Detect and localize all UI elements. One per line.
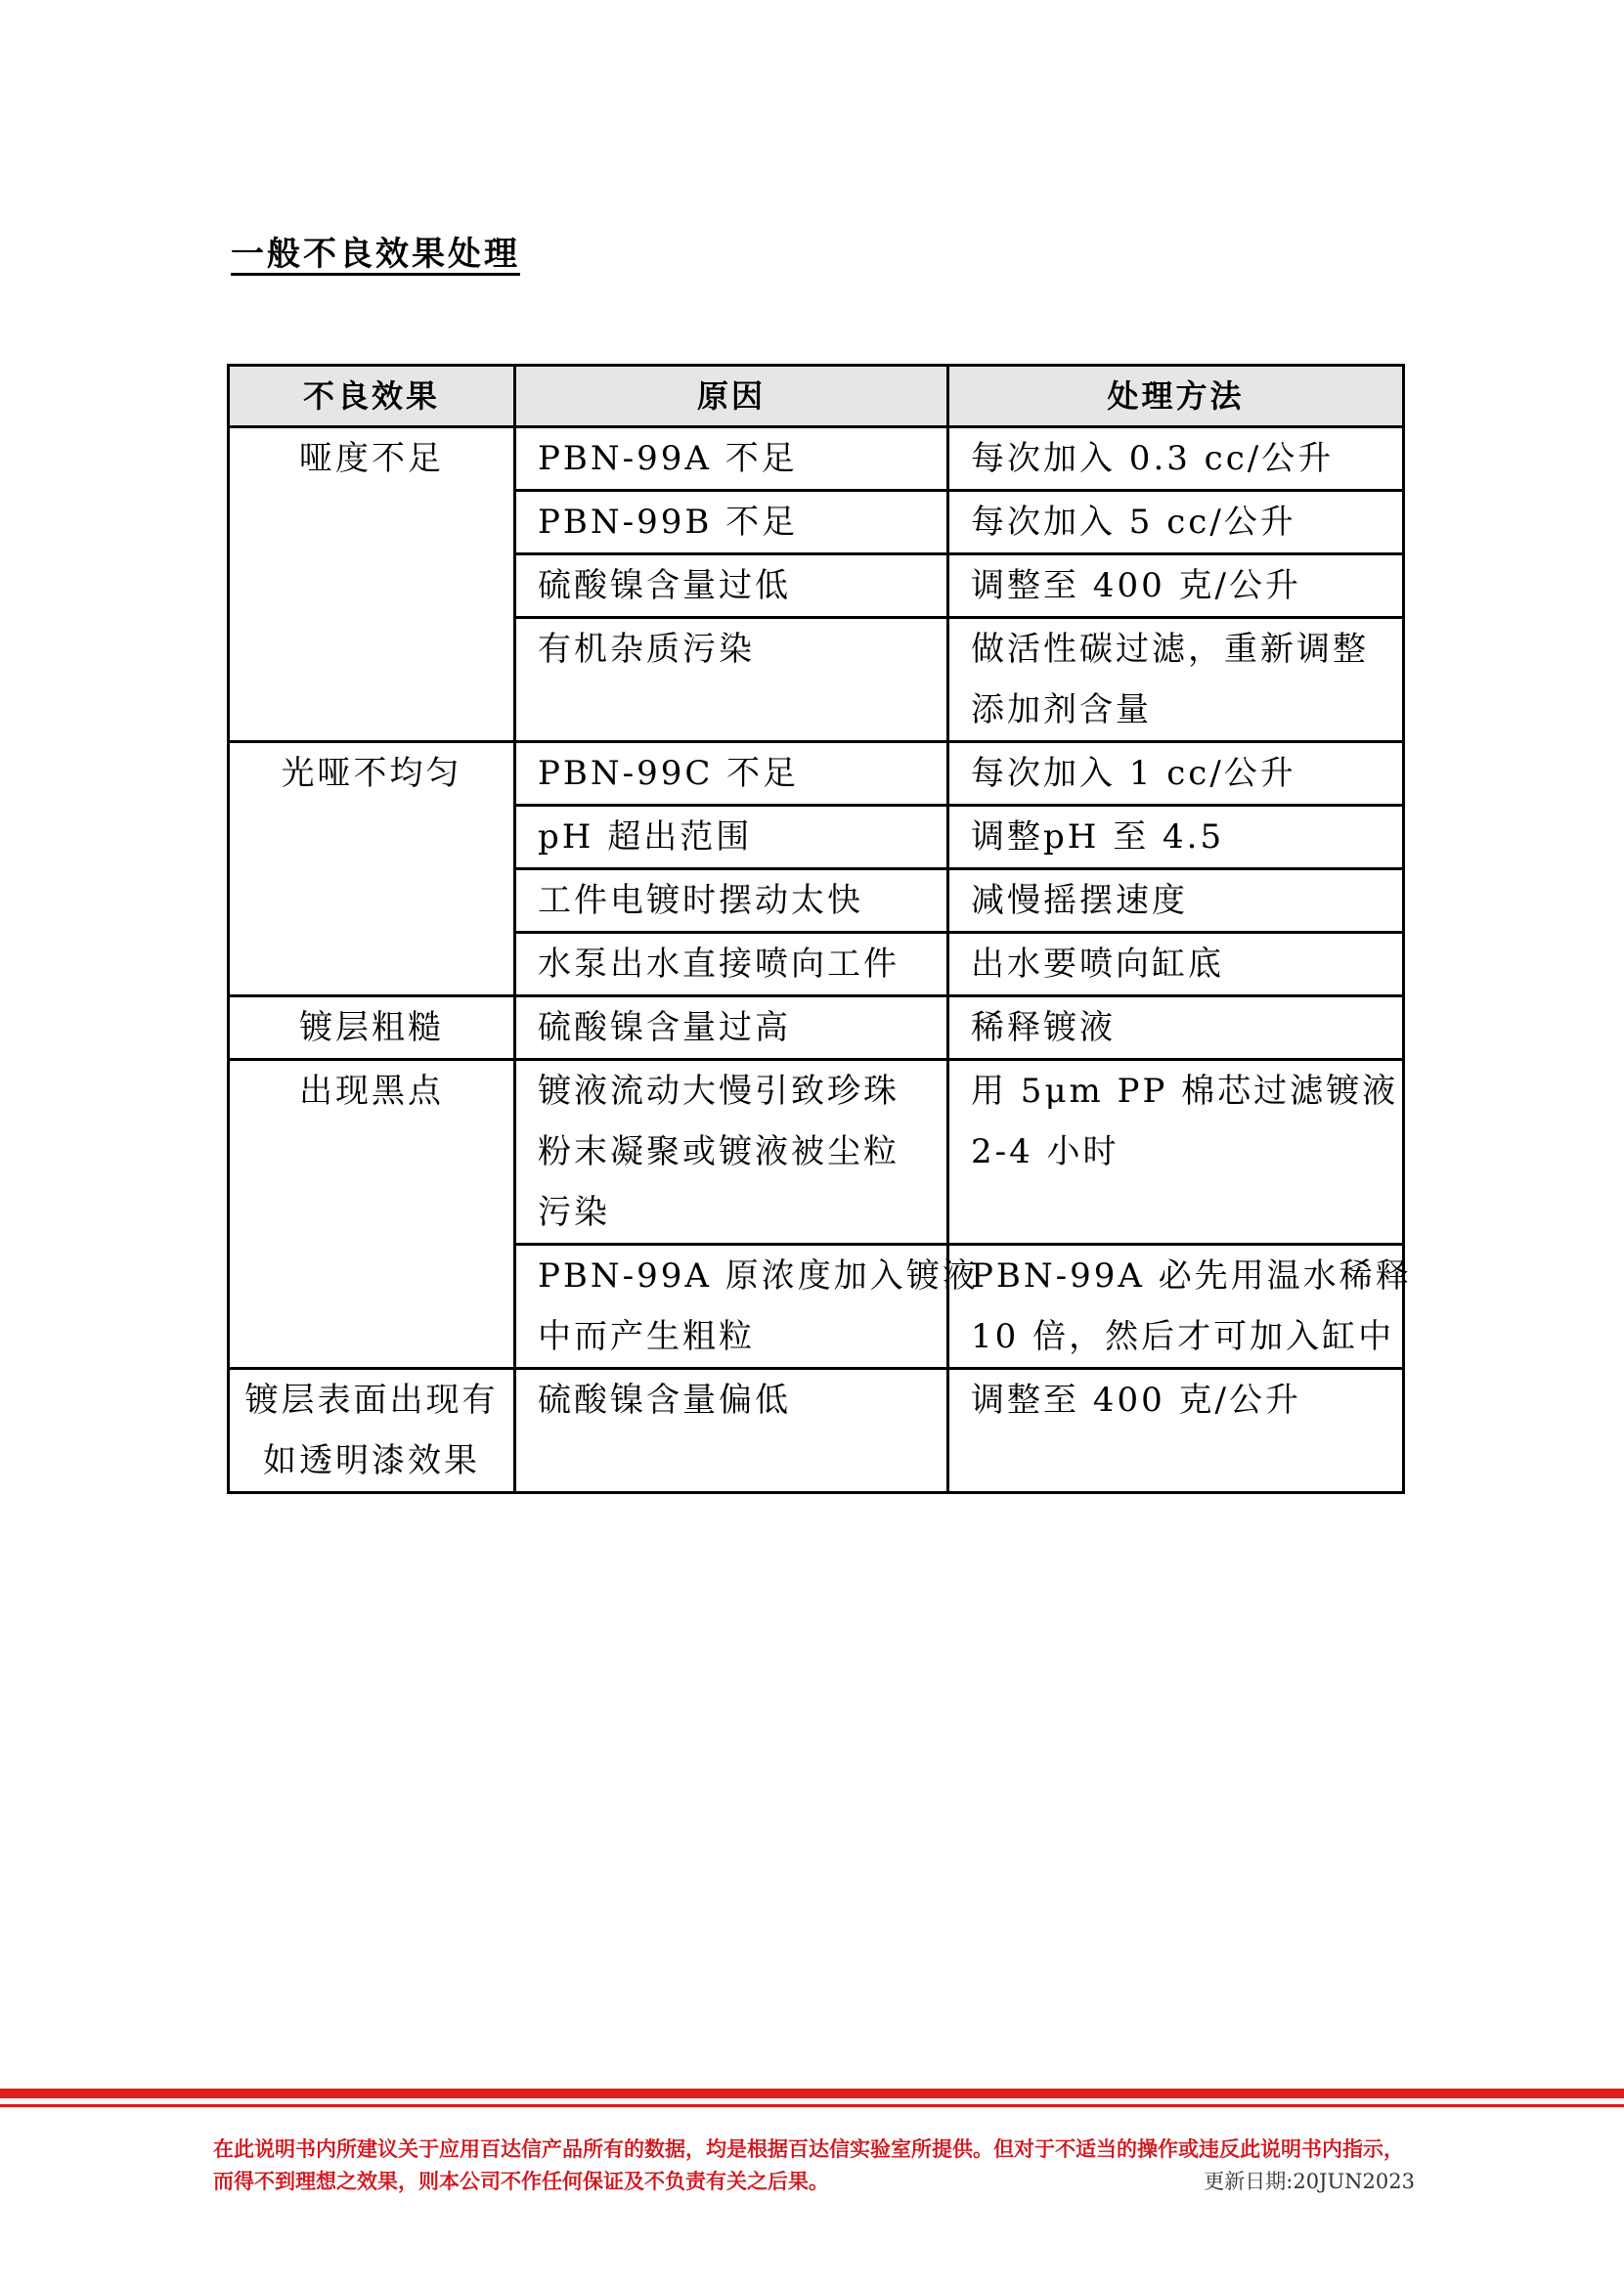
- footer-disclaimer: 在此说明书内所建议关于应用百达信产品所有的数据，均是根据百达信实验室所提供。但对于不适当的操作或违反此说明书内指示，而得不到理想之效果，则本公司不作任何保证及不负责有关之后果。: [213, 2137, 1404, 2193]
- cause-cell: [515, 1369, 948, 1493]
- defect-table: [227, 364, 1412, 1494]
- remedy-cell: [948, 742, 1404, 806]
- header-cause: 原因: [515, 366, 948, 427]
- remedy-cell: [948, 869, 1404, 933]
- effect-cell: [229, 996, 515, 1060]
- cell-text-line: 用 5μm PP 棉芯过滤镀液: [971, 1072, 1399, 1111]
- cause-cell: [515, 618, 948, 742]
- cell-text-line: 粉末凝聚或镀液被尘粒: [538, 1132, 900, 1171]
- cell-text-line: 10 倍，然后才可加入缸中: [971, 1317, 1395, 1356]
- remedy-cell: [948, 1245, 1412, 1369]
- remedy-cell: [948, 618, 1404, 742]
- cell-text-line: 哑度不足: [299, 439, 444, 478]
- remedy-cell: [948, 806, 1404, 869]
- table-body: [229, 427, 1412, 1493]
- page-title: 一般不良效果处理: [231, 235, 520, 274]
- footer-divider-thin: [0, 2104, 1624, 2107]
- cell-text-line: 有机杂质污染: [538, 630, 755, 669]
- cell-text-line: 2-4 小时: [971, 1132, 1119, 1171]
- remedy-cell: [948, 933, 1404, 996]
- cause-cell: [515, 742, 948, 806]
- cell-text-line: PBN-99A 原浓度加入镀液: [538, 1256, 979, 1296]
- cell-text-line: 稀释镀液: [971, 1008, 1116, 1047]
- table-row: [229, 1369, 1404, 1493]
- cell-text-line: 减慢摇摆速度: [971, 881, 1188, 920]
- cell-text-line: 如透明漆效果: [263, 1441, 480, 1480]
- cause-cell: [515, 996, 948, 1060]
- remedy-cell: [948, 427, 1404, 491]
- cause-cell: [515, 491, 948, 554]
- cell-text-line: 光哑不均匀: [281, 754, 462, 793]
- cell-text-line: 做活性碳过滤，重新调整: [971, 630, 1369, 669]
- cause-cell: [515, 933, 948, 996]
- footer-update-date: 更新日期:20JUN2023: [1204, 2170, 1415, 2193]
- cell-text-line: PBN-99C 不足: [538, 754, 800, 793]
- cause-cell: [515, 806, 948, 869]
- cell-text-line: 中而产生粗粒: [538, 1317, 755, 1356]
- cause-cell: [515, 1060, 948, 1245]
- cell-text-line: PBN-99A 不足: [538, 439, 798, 478]
- remedy-cell: [948, 1060, 1404, 1245]
- header-effect: 不良效果: [229, 366, 515, 427]
- cell-text-line: 硫酸镍含量过低: [538, 566, 791, 605]
- cell-text-line: 镀层粗糙: [299, 1008, 444, 1047]
- effect-cell: [229, 742, 515, 996]
- remedy-cell: [948, 491, 1404, 554]
- cell-text-line: 调整pH 至 4.5: [971, 817, 1225, 857]
- cell-text-line: 添加剂含量: [971, 690, 1152, 729]
- cell-text-line: 出水要喷向缸底: [971, 945, 1224, 984]
- cell-text-line: 水泵出水直接喷向工件: [538, 945, 900, 984]
- cause-cell: [515, 554, 948, 618]
- table-row: [229, 427, 1404, 491]
- effect-cell: [229, 1060, 515, 1369]
- remedy-cell: [948, 554, 1404, 618]
- cell-text-line: 每次加入 1 cc/公升: [971, 754, 1296, 793]
- table-row: [229, 742, 1404, 806]
- cause-cell: [515, 1245, 979, 1369]
- remedy-cell: [948, 1369, 1404, 1493]
- table-row: [229, 1060, 1404, 1245]
- cell-text-line: 调整至 400 克/公升: [971, 566, 1301, 605]
- cause-cell: [515, 869, 948, 933]
- cell-text-line: PBN-99A 必先用温水稀释: [971, 1256, 1412, 1296]
- cell-text-line: 硫酸镍含量偏低: [538, 1381, 791, 1420]
- footer-divider: [0, 2089, 1624, 2098]
- cell-text-line: PBN-99B 不足: [538, 503, 799, 542]
- table-header-row: [229, 366, 1404, 427]
- cell-text-line: 每次加入 5 cc/公升: [971, 503, 1296, 542]
- cell-text-line: 镀液流动大慢引致珍珠: [538, 1072, 900, 1111]
- effect-cell: [229, 427, 515, 742]
- cell-text-line: 工件电镀时摆动太快: [538, 881, 863, 920]
- cause-cell: [515, 427, 948, 491]
- cell-text-line: 硫酸镍含量过高: [538, 1008, 791, 1047]
- effect-cell: [229, 1369, 515, 1493]
- header-remedy: 处理方法: [948, 366, 1404, 427]
- cell-text-line: 出现黑点: [299, 1072, 444, 1111]
- cell-text-line: 每次加入 0.3 cc/公升: [971, 439, 1335, 478]
- cell-text-line: 镀层表面出现有: [244, 1381, 499, 1420]
- table-row: [229, 996, 1404, 1060]
- remedy-cell: [948, 996, 1404, 1060]
- cell-text-line: 调整至 400 克/公升: [971, 1381, 1301, 1420]
- cell-text-line: pH 超出范围: [538, 817, 753, 857]
- cell-text-line: 污染: [538, 1193, 610, 1232]
